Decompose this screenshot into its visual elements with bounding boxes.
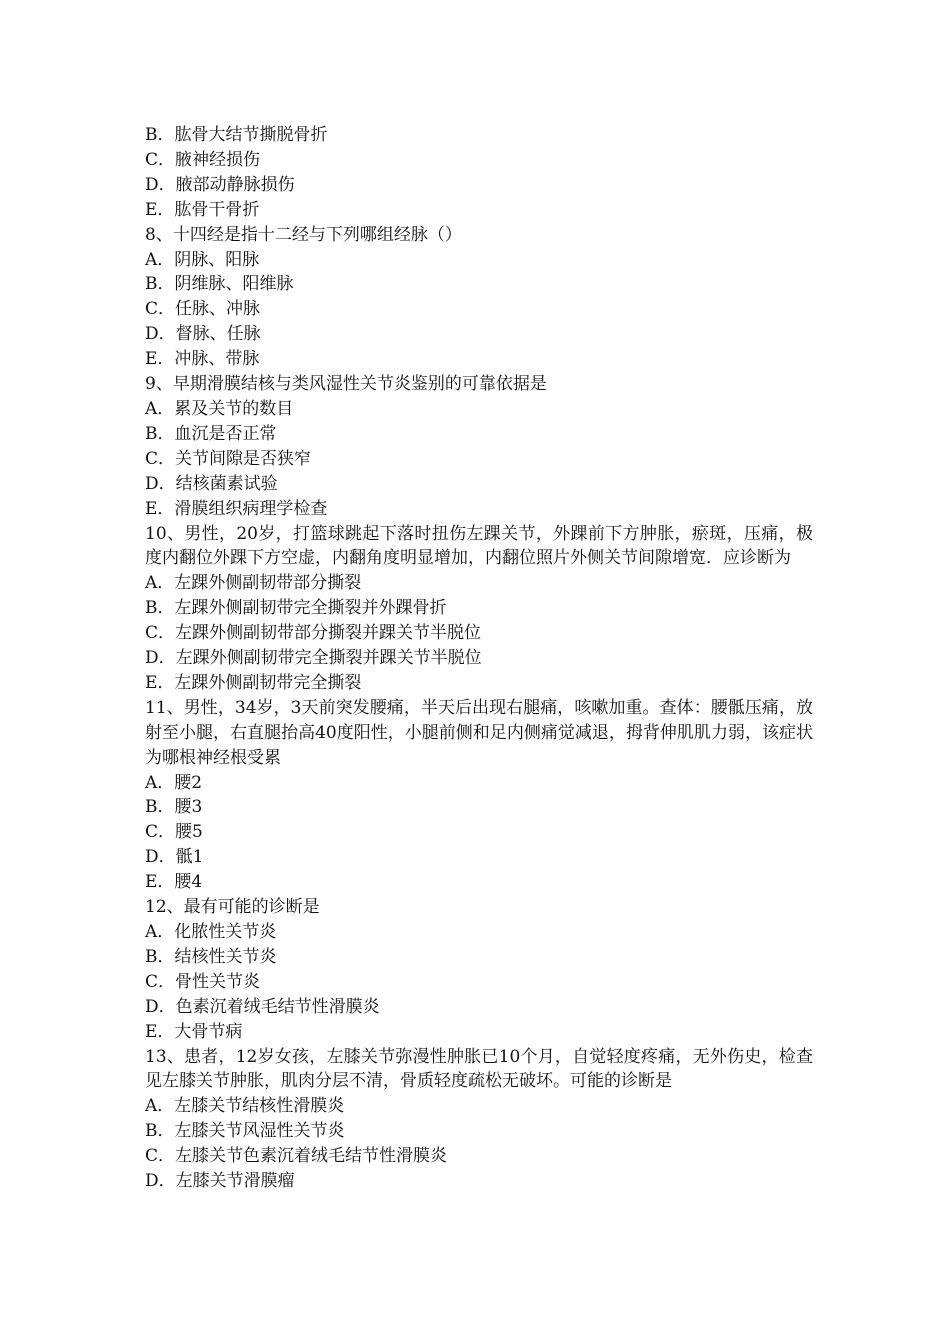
- answer-option: B．左踝外侧副韧带完全撕裂并外踝骨折: [145, 598, 447, 619]
- answer-option: E．左踝外侧副韧带完全撕裂: [145, 672, 362, 693]
- answer-option: D．腋部动静脉损伤: [145, 174, 295, 195]
- answer-option: D．督脉、任脉: [145, 324, 261, 345]
- answer-option: E．滑膜组织病理学检查: [145, 498, 328, 519]
- question-9: 9、早期滑膜结核与类风湿性关节炎鉴别的可靠依据是: [145, 374, 547, 395]
- answer-option: D．左膝关节滑膜瘤: [145, 1171, 295, 1192]
- question-11: 11、男性，34岁，3天前突发腰痛，半天后出现右腿痛，咳嗽加重。查体：腰骶压痛，放射至小腿，右直腿抬高40度阳性，小腿前侧和足内侧痛觉减退，拇背伸肌肌力弱，该症状为哪根神经根受累: [145, 697, 813, 768]
- answer-option: C．左膝关节色素沉着绒毛结节性滑膜炎: [145, 1146, 448, 1167]
- answer-option: C．腋神经损伤: [145, 149, 261, 170]
- answer-option: A．化脓性关节炎: [145, 922, 277, 942]
- answer-option: D．左踝外侧副韧带完全撕裂并踝关节半脱位: [145, 648, 482, 669]
- answer-option: C．骨性关节炎: [145, 971, 261, 992]
- answer-option: C．左踝外侧副韧带部分撕裂并踝关节半脱位: [145, 623, 482, 644]
- answer-option: D．色素沉着绒毛结节性滑膜炎: [145, 996, 380, 1017]
- answer-option: B．结核性关节炎: [145, 946, 277, 967]
- answer-option: A．左踝外侧副韧带部分撕裂: [145, 573, 362, 594]
- answer-option: B．血沉是否正常: [145, 423, 277, 444]
- question-12: 12、最有可能的诊断是: [145, 897, 320, 918]
- answer-option: A．左膝关节结核性滑膜炎: [145, 1096, 345, 1117]
- answer-option: E．冲脉、带脉: [145, 349, 260, 370]
- answer-option: B．肱骨大结节撕脱骨折: [145, 125, 328, 145]
- question-13: 13、患者，12岁女孩，左膝关节弥漫性肿胀已10个月，自觉轻度疼痛，无外伤史，检查见左膝关节肿胀，肌肉分层不清，骨质轻度疏松无破坏。可能的诊断是: [145, 1046, 813, 1092]
- answer-option: C．腰5: [145, 822, 203, 843]
- question-10: 10、男性，20岁，打篮球跳起下落时扭伤左踝关节，外踝前下方肿胀，瘀斑，压痛，极度内翻位外踝下方空虚，内翻角度明显增加，内翻位照片外侧关节间隙增宽．应诊断为: [145, 523, 813, 569]
- document-body: [145, 123, 813, 1194]
- answer-option: E．腰4: [145, 872, 203, 893]
- answer-option: E．肱骨干骨折: [145, 199, 260, 220]
- answer-option: C．任脉、冲脉: [145, 299, 261, 320]
- answer-option: A．腰2: [145, 772, 203, 793]
- answer-option: B．腰3: [145, 797, 203, 818]
- answer-option: E．大骨节病: [145, 1021, 243, 1042]
- answer-option: C．关节间隙是否狭窄: [145, 448, 312, 469]
- answer-option: D．结核菌素试验: [145, 473, 278, 494]
- answer-option: A．阴脉、阳脉: [145, 249, 260, 270]
- answer-option: A．累及关节的数目: [145, 398, 294, 419]
- question-8: 8、十四经是指十二经与下列哪组经脉（）: [145, 224, 462, 245]
- answer-option: B．左膝关节风湿性关节炎: [145, 1121, 345, 1142]
- answer-option: B．阴维脉、阳维脉: [145, 274, 294, 295]
- answer-option: D．骶1: [145, 847, 204, 868]
